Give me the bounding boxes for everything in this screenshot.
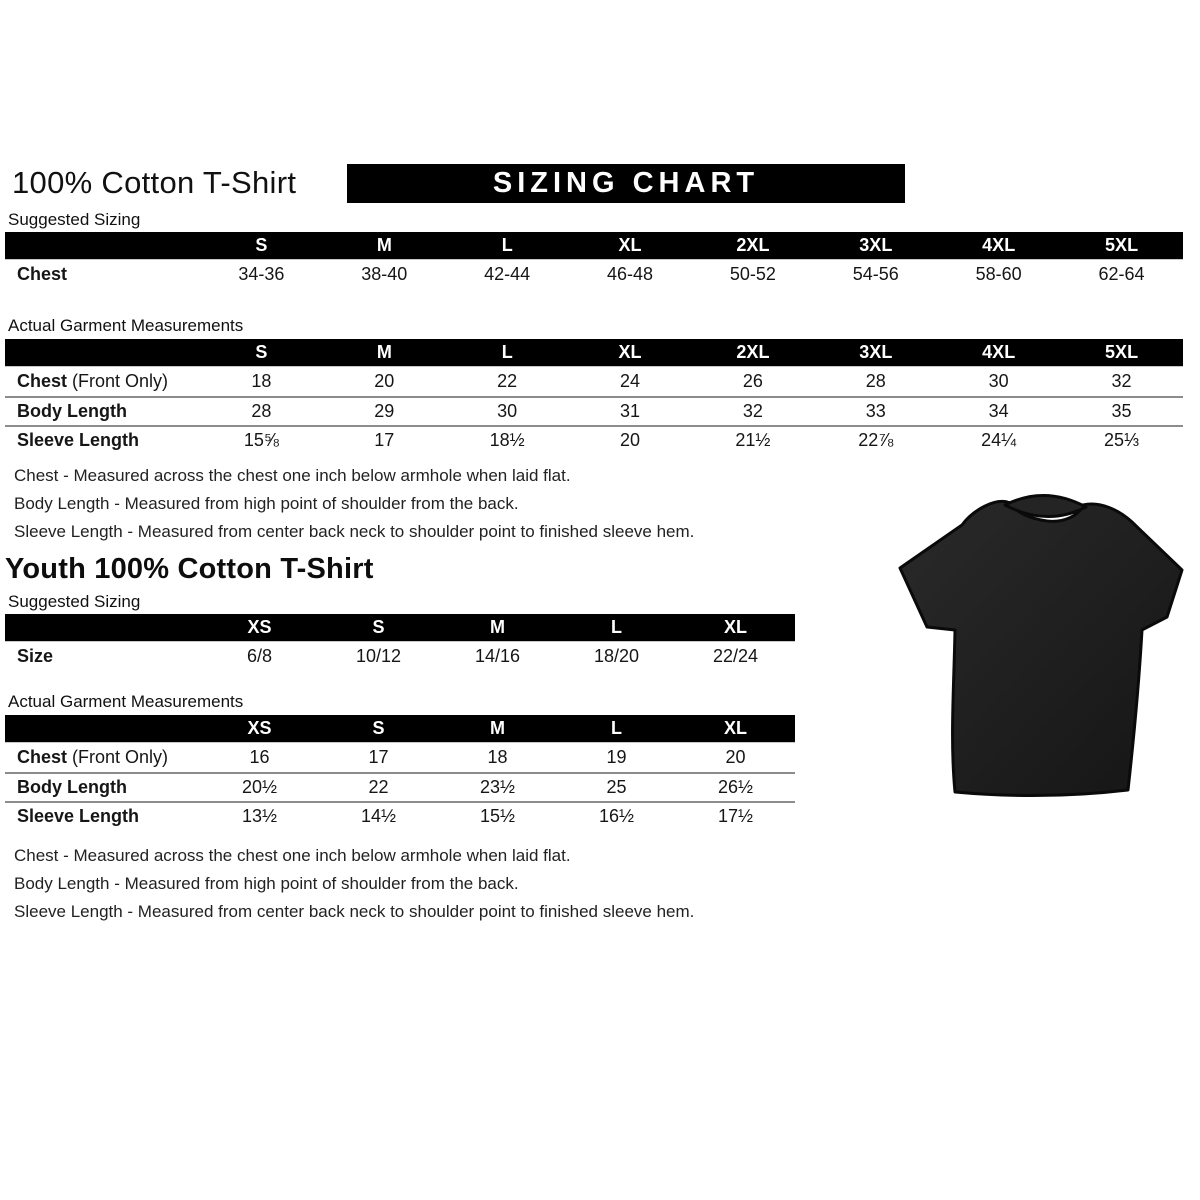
cell-value: 22⅞ (858, 430, 894, 450)
table-row (5, 801, 795, 830)
column-header: XS (247, 718, 272, 738)
column-header: M (376, 235, 392, 255)
cell-value: 18 (251, 371, 272, 391)
cell-value: 13½ (241, 806, 278, 826)
column-header: XL (618, 342, 642, 362)
cell-value: 26 (742, 371, 763, 391)
column-header: S (255, 235, 268, 255)
column-header: 2XL (736, 235, 770, 255)
top-whitespace (0, 0, 1200, 163)
column-header: 4XL (982, 342, 1016, 362)
cell-value: 34 (988, 401, 1009, 421)
page-title: 100% Cotton T-Shirt (12, 165, 297, 200)
youth-actual-measurements-label: Actual Garment Measurements (8, 692, 244, 711)
cell-value: 25⅓ (1104, 430, 1140, 450)
column-header: S (255, 342, 268, 362)
column-header: XL (723, 617, 747, 637)
adult-actual-measurements-label: Actual Garment Measurements (8, 316, 244, 335)
adult-actual-measurements-table (5, 339, 1183, 454)
note-line: Chest - Measured across the chest one inch below armhole when laid flat. (14, 846, 571, 865)
row-label-main: Chest (17, 371, 68, 391)
cell-value: 28 (251, 401, 272, 421)
row-label-suffix: (Front Only) (67, 747, 169, 767)
cell-value: 20 (620, 430, 641, 450)
cell-value: 62-64 (1098, 264, 1145, 284)
note-line: Sleeve Length - Measured from center back neck to shoulder point to finished sleeve hem. (14, 902, 695, 921)
cell-value: 26½ (717, 777, 754, 797)
cell-value: 30 (497, 401, 518, 421)
cell-value: 30 (988, 371, 1009, 391)
cell-value: 46-48 (607, 264, 654, 284)
row-label (5, 264, 200, 285)
row-label-main: Sleeve Length (17, 806, 140, 826)
table-row (5, 367, 1183, 396)
cell-value: 6/8 (246, 646, 273, 666)
row-label-main: Body Length (17, 401, 127, 421)
cell-value: 20 (725, 747, 746, 767)
note-line: Chest - Measured across the chest one inch below armhole when laid flat. (14, 466, 571, 485)
table-header-row (5, 339, 1183, 367)
cell-value: 22 (368, 777, 389, 797)
adult-suggested-sizing-label: Suggested Sizing (8, 210, 141, 229)
tshirt-graphic (893, 478, 1198, 803)
cell-value: 32 (1111, 371, 1132, 391)
cell-value: 32 (742, 401, 763, 421)
column-header: 3XL (859, 235, 893, 255)
row-label-main: Chest (17, 747, 68, 767)
row-label-main: Sleeve Length (17, 430, 140, 450)
cell-value: 22/24 (712, 646, 759, 666)
table-header-row (5, 232, 1183, 260)
cell-value: 14/16 (474, 646, 521, 666)
cell-value: 33 (865, 401, 886, 421)
cell-value: 20½ (241, 777, 278, 797)
table-header-row (5, 715, 795, 743)
table-row (5, 743, 795, 772)
column-header: S (372, 617, 385, 637)
cell-value: 15⅝ (243, 430, 279, 450)
note-line: Sleeve Length - Measured from center back neck to shoulder point to finished sleeve hem. (14, 522, 695, 541)
youth-suggested-sizing-label: Suggested Sizing (8, 592, 141, 611)
tshirt-body-shape (900, 502, 1182, 796)
column-header: L (501, 235, 513, 255)
cell-value: 17 (368, 747, 389, 767)
row-label (5, 430, 200, 451)
table-row (5, 396, 1183, 425)
cell-value: 19 (606, 747, 627, 767)
column-header: L (501, 342, 513, 362)
cell-value: 17 (374, 430, 395, 450)
youth-actual-measurements-table (5, 715, 795, 830)
cell-value: 23½ (479, 777, 516, 797)
table-header-row (5, 614, 795, 642)
row-label (5, 747, 200, 768)
sizing-chart-banner: SIZING CHART (347, 164, 905, 203)
row-label-main: Chest (17, 264, 68, 284)
cell-value: 18 (487, 747, 508, 767)
cell-value: 16 (249, 747, 270, 767)
cell-value: 28 (865, 371, 886, 391)
row-label (5, 806, 200, 827)
cell-value: 38-40 (361, 264, 408, 284)
column-header: M (376, 342, 392, 362)
cell-value: 34-36 (238, 264, 285, 284)
column-header: XL (723, 718, 747, 738)
column-header: XS (247, 617, 272, 637)
cell-value: 24¼ (981, 430, 1017, 450)
table-row (5, 425, 1183, 454)
cell-value: 42-44 (484, 264, 531, 284)
cell-value: 18½ (489, 430, 525, 450)
column-header: S (372, 718, 385, 738)
cell-value: 17½ (717, 806, 754, 826)
youth-measurement-notes (14, 842, 1200, 926)
row-label (5, 401, 200, 422)
table-row (5, 642, 795, 671)
cell-value: 10/12 (355, 646, 402, 666)
cell-value: 35 (1111, 401, 1132, 421)
cell-value: 16½ (598, 806, 635, 826)
column-header: M (490, 718, 505, 738)
cell-value: 14½ (360, 806, 397, 826)
cell-value: 20 (374, 371, 395, 391)
table-row (5, 772, 795, 801)
column-header: 3XL (859, 342, 893, 362)
cell-value: 18/20 (593, 646, 640, 666)
row-label (5, 646, 200, 667)
column-header: L (611, 617, 622, 637)
cell-value: 54-56 (852, 264, 899, 284)
note-line: Body Length - Measured from high point of shoulder from the back. (14, 494, 519, 513)
table-row (5, 260, 1183, 289)
row-label-suffix: (Front Only) (67, 371, 169, 391)
cell-value: 22 (497, 371, 518, 391)
cell-value: 29 (374, 401, 395, 421)
column-header: M (490, 617, 505, 637)
row-label (5, 777, 200, 798)
tshirt-product-image (893, 478, 1198, 803)
column-header: 5XL (1105, 342, 1139, 362)
cell-value: 21½ (735, 430, 771, 450)
column-header: 5XL (1105, 235, 1139, 255)
youth-section-title: Youth 100% Cotton T-Shirt (5, 553, 374, 585)
youth-suggested-sizing-table (5, 614, 795, 671)
header-row (0, 163, 1200, 206)
note-line: Body Length - Measured from high point of shoulder from the back. (14, 874, 519, 893)
cell-value: 31 (620, 401, 641, 421)
row-label-main: Size (17, 646, 54, 666)
cell-value: 24 (620, 371, 641, 391)
column-header: 4XL (982, 235, 1016, 255)
cell-value: 25 (606, 777, 627, 797)
column-header: L (611, 718, 622, 738)
cell-value: 58-60 (975, 264, 1022, 284)
column-header: XL (618, 235, 642, 255)
row-label (5, 371, 200, 392)
adult-suggested-sizing-table (5, 232, 1183, 289)
cell-value: 50-52 (729, 264, 776, 284)
cell-value: 15½ (479, 806, 516, 826)
column-header: 2XL (736, 342, 770, 362)
row-label-main: Body Length (17, 777, 127, 797)
